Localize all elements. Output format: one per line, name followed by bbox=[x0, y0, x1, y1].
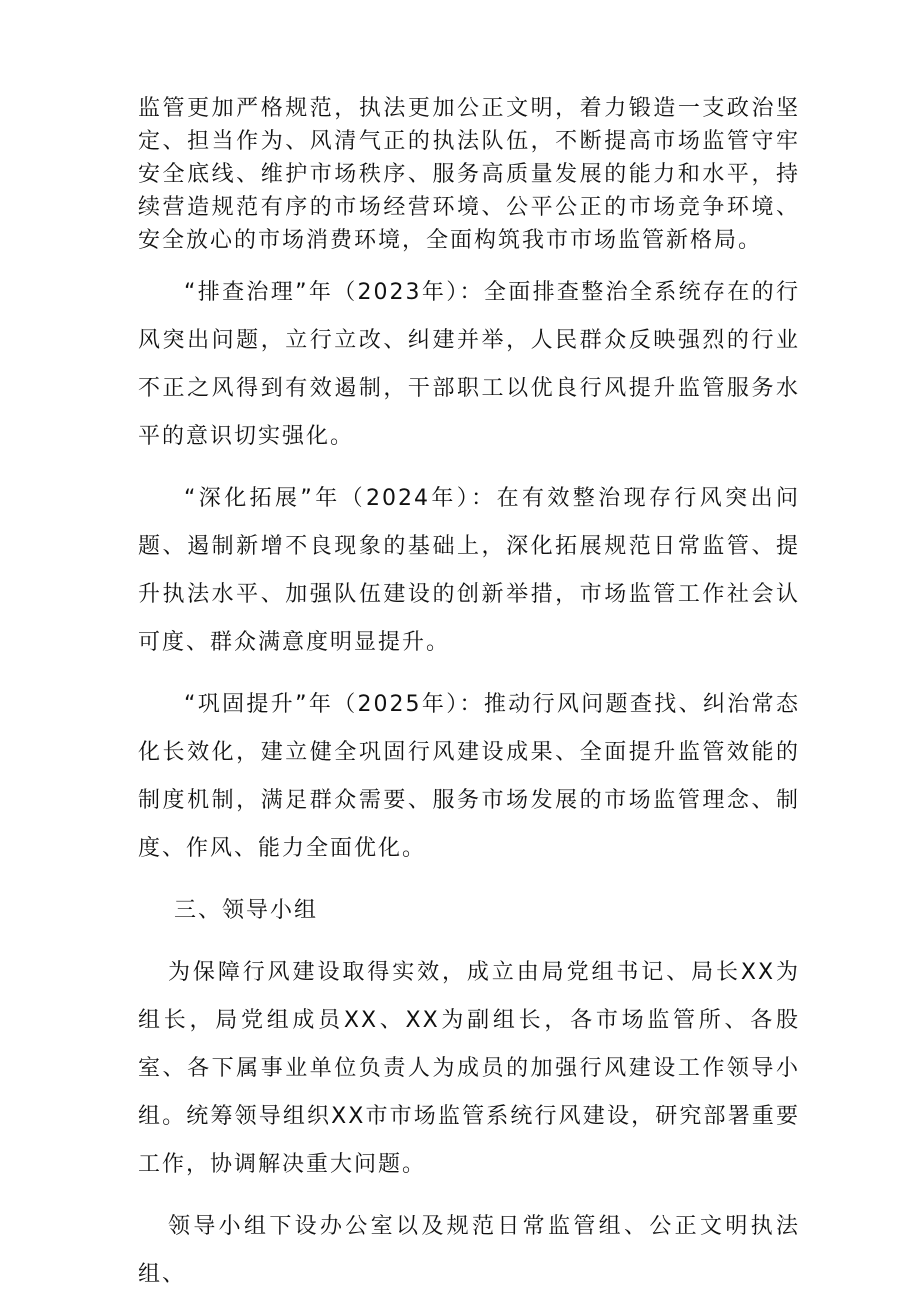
paragraph-2025: “巩固提升”年（2025年）：推动行风问题查找、纠治常态化长效化，建立健全巩固行风建设成果、全面提升监管效能的制度机制，满足群众需要、服务市场发展的市场监管理念、制度、作风、能力全面优化。 bbox=[138, 692, 800, 861]
paragraph-office: 领导小组下设办公室以及规范日常监管组、公正文明执法组、 bbox=[138, 1214, 800, 1287]
paragraph-leadership: 为保障行风建设取得实效，成立由局党组书记、局长XX为组长，局党组成员XX、XX为副组长，各市场监管所、各股室、各下属事业单位负责人为成员的加强行风建设工作领导小组。统筹领导组织XX市市场监管系统行风建设，研究部署重要工作，协调解决重大问题。 bbox=[138, 960, 800, 1177]
paragraph-2024: “深化拓展”年（2024年）：在有效整治现存行风突出问题、遏制新增不良现象的基础上，深化拓展规范日常监管、提升执法水平、加强队伍建设的创新举措，市场监管工作社会认可度、群众满意度明显提升。 bbox=[138, 486, 800, 655]
paragraph-2023: “排查治理”年（2023年）：全面排查整治全系统存在的行风突出问题，立行立改、纠建并举，人民群众反映强烈的行业不正之风得到有效遏制，干部职工以优良行风提升监管服务水平的意识切实强化。 bbox=[138, 280, 800, 449]
section-heading: 三、领导小组 bbox=[174, 898, 319, 923]
paragraph-goals: 监管更加严格规范，执法更加公正文明，着力锻造一支政治坚定、担当作为、风清气正的执法队伍，不断提高市场监管守牢安全底线、维护市场秩序、服务高质量发展的能力和水平，持续营造规范有序的市场经营环境、公平公正的市场竞争环境、安全放心的市场消费环境，全面构筑我市市场监管新格局。 bbox=[138, 96, 800, 253]
